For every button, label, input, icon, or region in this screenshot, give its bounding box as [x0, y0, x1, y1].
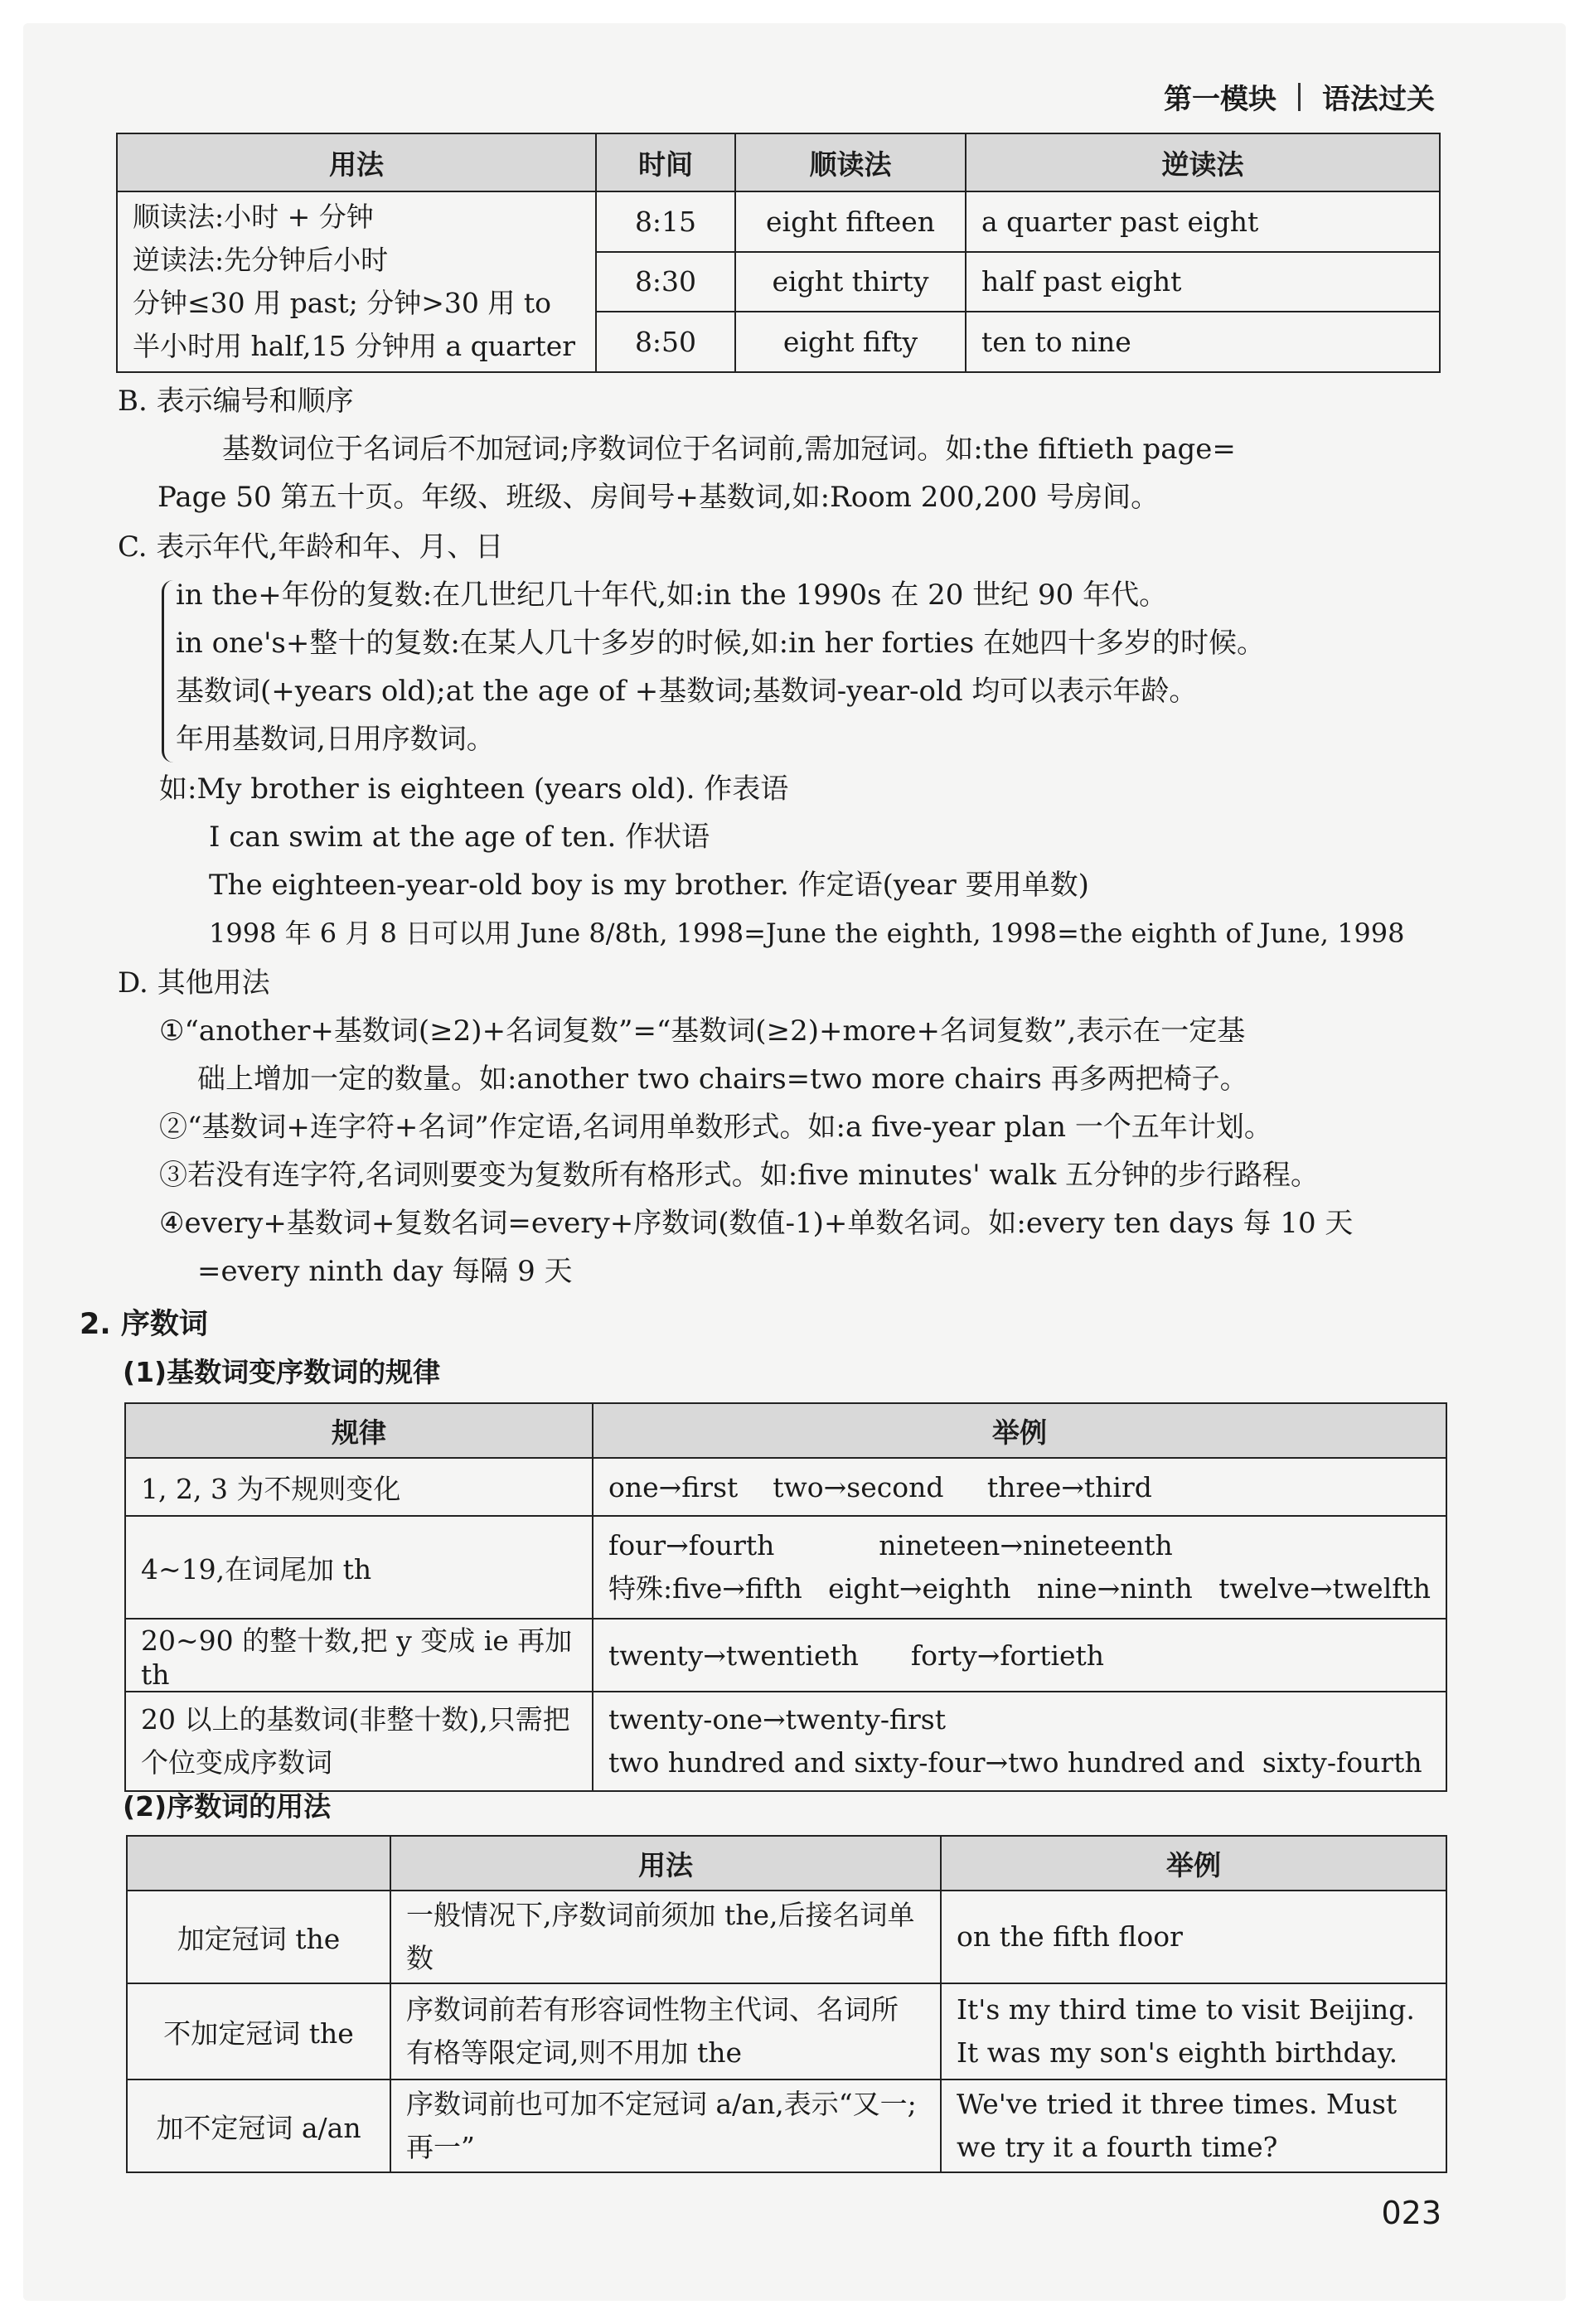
time-cell: 8:15: [596, 191, 735, 252]
usage-cell: 序数词前若有形容词性物主代词、名词所有格等限定词,则不用加 the: [390, 1983, 941, 2079]
example-line: 1998 年 6 月 8 日可以用 June 8/8th, 1998=June the eighth, 1998=the eighth of June, 1998: [209, 917, 1405, 949]
table-header: 用法: [390, 1836, 941, 1891]
section-2-title: 2. 序数词: [80, 1308, 208, 1341]
usage-item: ②“基数词+连字符+名词”作定语,名词用单数形式。如:a five-year plan 一个五年计划。: [159, 1111, 1272, 1144]
header-divider: [1298, 83, 1301, 111]
example-cell: We've tried it three times. Must we try it a fourth time?: [941, 2079, 1446, 2172]
label-cell: 不加定冠词 the: [127, 1983, 390, 2079]
forward-cell: eight fifty: [735, 312, 966, 372]
usage-cell: 序数词前也可加不定冠词 a/an,表示“又一;再一”: [390, 2079, 941, 2172]
example-cell: [593, 1458, 1446, 1516]
subsection-title: (2)序数词的用法: [123, 1790, 332, 1823]
example-text: on the fifth floor: [957, 1920, 1183, 1953]
table-header: 规律: [125, 1403, 593, 1458]
usage-item: =every ninth day 每隔 9 天: [197, 1255, 573, 1288]
reverse-cell: a quarter past eight: [966, 191, 1440, 252]
usage-item: 础上增加一定的数量。如:another two chairs=two more chairs 再多两把椅子。: [197, 1063, 1248, 1096]
rule-cell: 20 以上的基数词(非整十数),只需把个位变成序数词: [125, 1692, 593, 1791]
usage-item: ③若没有连字符,名词则要变为复数所有格形式。如:five minutes' walk 五分钟的步行路程。: [159, 1159, 1320, 1192]
usage-item: ①“another+基数词(≥2)+名词复数”=“基数词(≥2)+more+名词复数”,表示在一定基: [159, 1014, 1246, 1048]
table-header: 举例: [941, 1836, 1446, 1891]
table-header: 举例: [593, 1403, 1446, 1458]
example-cell: [593, 1516, 1446, 1619]
usage-cell: 一般情况下,序数词前须加 the,后接名词单数: [390, 1891, 941, 1983]
label-cell: 加定冠词 the: [127, 1891, 390, 1983]
example-cell: [593, 1619, 1446, 1692]
table-row: [125, 1692, 1446, 1791]
subsection-title: (1)基数词变序数词的规律: [123, 1356, 441, 1388]
section-b-text: 基数词位于名词后不加冠词;序数词位于名词前,需加冠词。如:the fiftieth page=: [222, 433, 1236, 466]
table-header: 时间: [596, 133, 735, 191]
time-cell: 8:50: [596, 312, 735, 372]
rule-cell: 1, 2, 3 为不规则变化: [125, 1458, 593, 1516]
rule-cell: 20~90 的整十数,把 y 变成 ie 再加 th: [125, 1619, 593, 1692]
example-cell: [941, 1891, 1446, 1983]
rule-line: 年用基数词,日用序数词。: [176, 723, 495, 756]
label-cell: 加不定冠词 a/an: [127, 2079, 390, 2172]
usage-line: 逆读法:先分钟后小时: [133, 244, 389, 276]
reverse-cell: half past eight: [966, 252, 1440, 312]
example-cell: [941, 1983, 1446, 2079]
rule-line: in one's+整十的复数:在某人几十多岁的时候,如:in her forties 在她四十多岁的时候。: [176, 627, 1265, 660]
usage-cell: [117, 191, 596, 372]
table-row: [125, 1619, 1446, 1692]
usage-item: ④every+基数词+复数名词=every+序数词(数值-1)+单数名词。如:every ten days 每 10 天: [159, 1207, 1354, 1240]
rule-cell: 4~19,在词尾加 th: [125, 1516, 593, 1619]
example-line: I can swim at the age of ten. 作状语: [209, 821, 710, 854]
example-text: one→first two→second three→third: [608, 1470, 1152, 1503]
ordinal-rule-table: [124, 1402, 1447, 1792]
table-row: [127, 1891, 1446, 1983]
usage-line: 分钟≤30 用 past; 分钟>30 用 to: [133, 287, 551, 319]
reverse-cell: ten to nine: [966, 312, 1440, 372]
table-row: [117, 191, 1440, 252]
page-header: [1164, 76, 1435, 117]
rule-line: in the+年份的复数:在几世纪几十年代,如:in the 1990s 在 20 世纪 90 年代。: [176, 579, 1168, 612]
table-header: [127, 1836, 390, 1891]
section-b-title: B. 表示编号和顺序: [118, 385, 354, 418]
ordinal-usage-table: [126, 1835, 1447, 2173]
section-label: 语法过关: [1322, 83, 1435, 116]
example-text: twenty-one→twenty-first: [608, 1703, 946, 1736]
example-text: twenty→twentieth forty→fortieth: [608, 1639, 1105, 1672]
section-d-title: D. 其他用法: [118, 966, 270, 1000]
example-line: The eighteen-year-old boy is my brother. 作定语(year 要用单数): [209, 869, 1089, 902]
table-header: 顺读法: [735, 133, 966, 191]
forward-cell: eight fifteen: [735, 191, 966, 252]
page-number: 023: [1381, 2195, 1441, 2231]
time-cell: 8:30: [596, 252, 735, 312]
time-reading-table: [116, 133, 1441, 373]
table-row: [127, 1983, 1446, 2079]
example-line: 如:My brother is eighteen (years old). 作表语: [159, 772, 789, 806]
example-text: It's my third time to visit Beijing.: [957, 1993, 1415, 2026]
section-c-title: C. 表示年代,年龄和年、月、日: [118, 530, 504, 564]
example-cell: [593, 1692, 1446, 1791]
forward-cell: eight thirty: [735, 252, 966, 312]
table-header: 逆读法: [966, 133, 1440, 191]
example-text: 特殊:five→fifth eight→eighth nine→ninth twelve→twelfth: [608, 1572, 1431, 1605]
table-row: [127, 2079, 1446, 2172]
usage-line: 半小时用 half,15 分钟用 a quarter: [133, 330, 576, 362]
rule-line: 基数词(+years old);at the age of +基数词;基数词-year-old 均可以表示年龄。: [176, 675, 1198, 708]
example-text: two hundred and sixty-four→two hundred and sixty-fourth: [608, 1746, 1422, 1779]
example-text: It was my son's eighth birthday.: [957, 2036, 1398, 2069]
table-row: [125, 1516, 1446, 1619]
table-row: [125, 1458, 1446, 1516]
example-text: four→fourth nineteen→nineteenth: [608, 1529, 1173, 1561]
section-b-text: Page 50 第五十页。年级、班级、房间号+基数词,如:Room 200,200 号房间。: [157, 481, 1160, 514]
usage-line: 顺读法:小时 + 分钟: [133, 201, 374, 233]
module-label: 第一模块: [1164, 83, 1277, 116]
table-header: 用法: [117, 133, 596, 191]
